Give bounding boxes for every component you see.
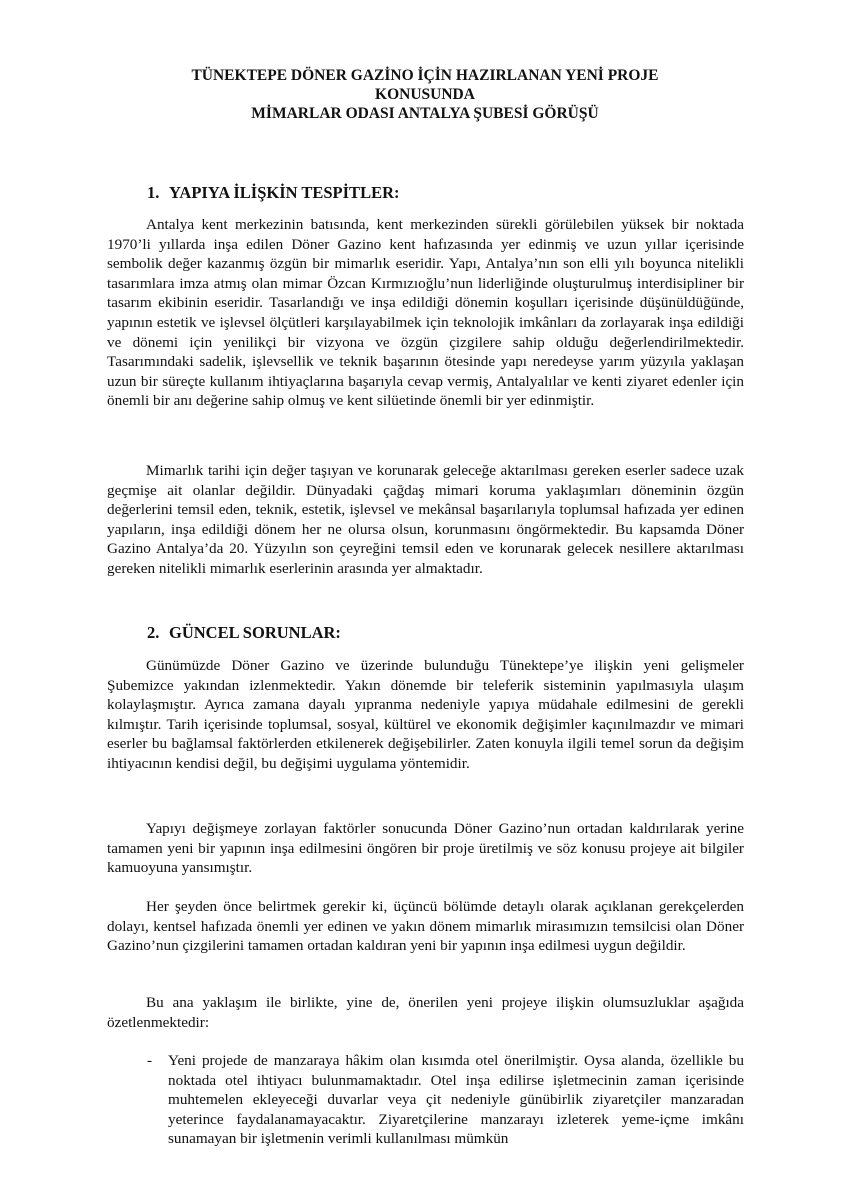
section-2-title: GÜNCEL SORUNLAR: [169, 623, 341, 642]
section-2-paragraph-1: Günümüzde Döner Gazino ve üzerinde bulunduğu Tünektepe’ye ilişkin yeni gelişmeler Şubemizce yakından izlenmektedir. Yakın dönemde bir teleferik sisteminin yapılmasıyla ulaşım kolaylaşmıştır. Ayrıca zamana dayalı yıpranma nedeniyle yapıya müdahale edilmesini de gerekli kılmıştır. Tarih içerisinde toplumsal, sosyal, kültürel ve ekonomik değişimler kaçınılmazdır ve mimari eserler bu bağlamsal faktörlerden etkilenerek değişebilirler. Zaten konuyla ilgili temel sorun da değişim ihtiyacının kendisi değil, bu değişimi uygulama yöntemidir. [107, 657, 744, 772]
bullet-text: Yeni projede de manzaraya hâkim olan kısımda otel önerilmiştir. Oysa alanda, özellikle bu noktada otel ihtiyacı bulunmamaktadır. Otel inşa edilirse işletmecinin zaman içerisinde muhtemelen ekleyeceği duvarlar veya çit nedeniyle günübirlik ziyaretçiler manzaradan yeterince faydalanamayacaktır. Ziyaretçilerine manzarayı izleterek yeme-içme imkânı sunamayan bir işletmenin verimli kullanılması mümkün [168, 1052, 744, 1148]
section-1-paragraph-2: Mimarlık tarihi için değer taşıyan ve korunarak geleceğe aktarılması gereken eserler sadece uzak geçmişe ait olanlar değildir. Dünyadaki çağdaş mimari koruma yaklaşımları döneminin özgün değerlerini temsil eden, teknik, estetik, işlevsel ve mekânsal başarılarıyla toplumsal hafızada yer edinen yapıların, inşa edildiği dönem her ne olursa olsun, korunmasını öngörmektedir. Bu kapsamda Döner Gazino Antalya’da 20. Yüzyılın son çeyreğini temsil eden ve korunarak gelecek nesillere aktarılması gereken nitelikli mimarlık eserlerinin arasında yer almaktadır. [107, 462, 744, 577]
section-1-paragraph-1: Antalya kent merkezinin batısında, kent merkezinden sürekli görülebilen yüksek bir noktada 1970’li yıllarda inşa edilen Döner Gazino kent hafızasında yer edinmiş ve uzun yıllar içerisinde sembolik değer kazanmış özgün bir mimarlık eseridir. Yapı, Antalya’nın son elli yılı boyunca nitelikli tasarımlara imza atmış olan mimar Özcan Kırmızıoğlu’nun liderliğinde oluşturulmuş interdisipliner bir tasarım ekibinin eseridir. Tasarlandığı ve inşa edildiği dönemin koşulları içerisinde düşünüldüğünde, yapının estetik ve işlevsel ölçütleri karşılayabilmek için teknolojik imkânları da zorlayarak inşa edildiği ve dönemi için yenilikçi bir vizyona ve özgün çizgilere sahip olduğu değerlendirilmektedir. Tasarımındaki sadelik, işlevsellik ve teknik başarının ötesinde yapı neredeyse yarım yüzyıla yaklaşan uzun bir süreçte kullanım ihtiyaçlarına başarıyla cevap vermiş, Antalyalılar ve kenti ziyaret edenler için önemli bir anı değerine sahip olmuş ve kent silüetinde önemli bir yer edinmiştir. [107, 216, 744, 410]
section-2-paragraph-4: Bu ana yaklaşım ile birlikte, yine de, önerilen yeni projeye ilişkin olumsuzluklar aşağıda özetlenmektedir: [107, 994, 744, 1031]
section-2-heading [147, 623, 341, 643]
title-line-3: MİMARLAR ODASI ANTALYA ŞUBESİ GÖRÜŞÜ [251, 105, 599, 122]
section-1-heading [147, 183, 399, 203]
section-2-paragraph-2: Yapıyı değişmeye zorlayan faktörler sonucunda Döner Gazino’nun ortadan kaldırılarak yerine tamamen yeni bir yapının inşa edilmesini öngören bir proje üretilmiş ve söz konusu projeye ait bilgiler kamuoyuna yansımıştır. [107, 820, 744, 877]
section-2-number: 2. [147, 623, 160, 642]
section-1-number: 1. [147, 183, 160, 202]
bullet-dash: - [147, 1052, 153, 1069]
bullet-item [147, 1051, 744, 1149]
title-line-2: KONUSUNDA [375, 86, 475, 103]
document-title [100, 66, 750, 123]
section-2-paragraph-3: Her şeyden önce belirtmek gerekir ki, üçüncü bölümde detaylı olarak açıklanan gerekçelerden dolayı, kentsel hafızada önemli yer edinen ve yakın dönem mimarlık mirasımızın temsilcisi olan Döner Gazino’nun çizgilerini tamamen ortadan kaldıran yeni bir yapının inşa edilmesi uygun değildir. [107, 898, 744, 955]
section-1-title: YAPIYA İLİŞKİN TESPİTLER: [169, 183, 400, 202]
title-line-1: TÜNEKTEPE DÖNER GAZİNO İÇİN HAZIRLANAN YENİ PROJE [191, 67, 659, 84]
